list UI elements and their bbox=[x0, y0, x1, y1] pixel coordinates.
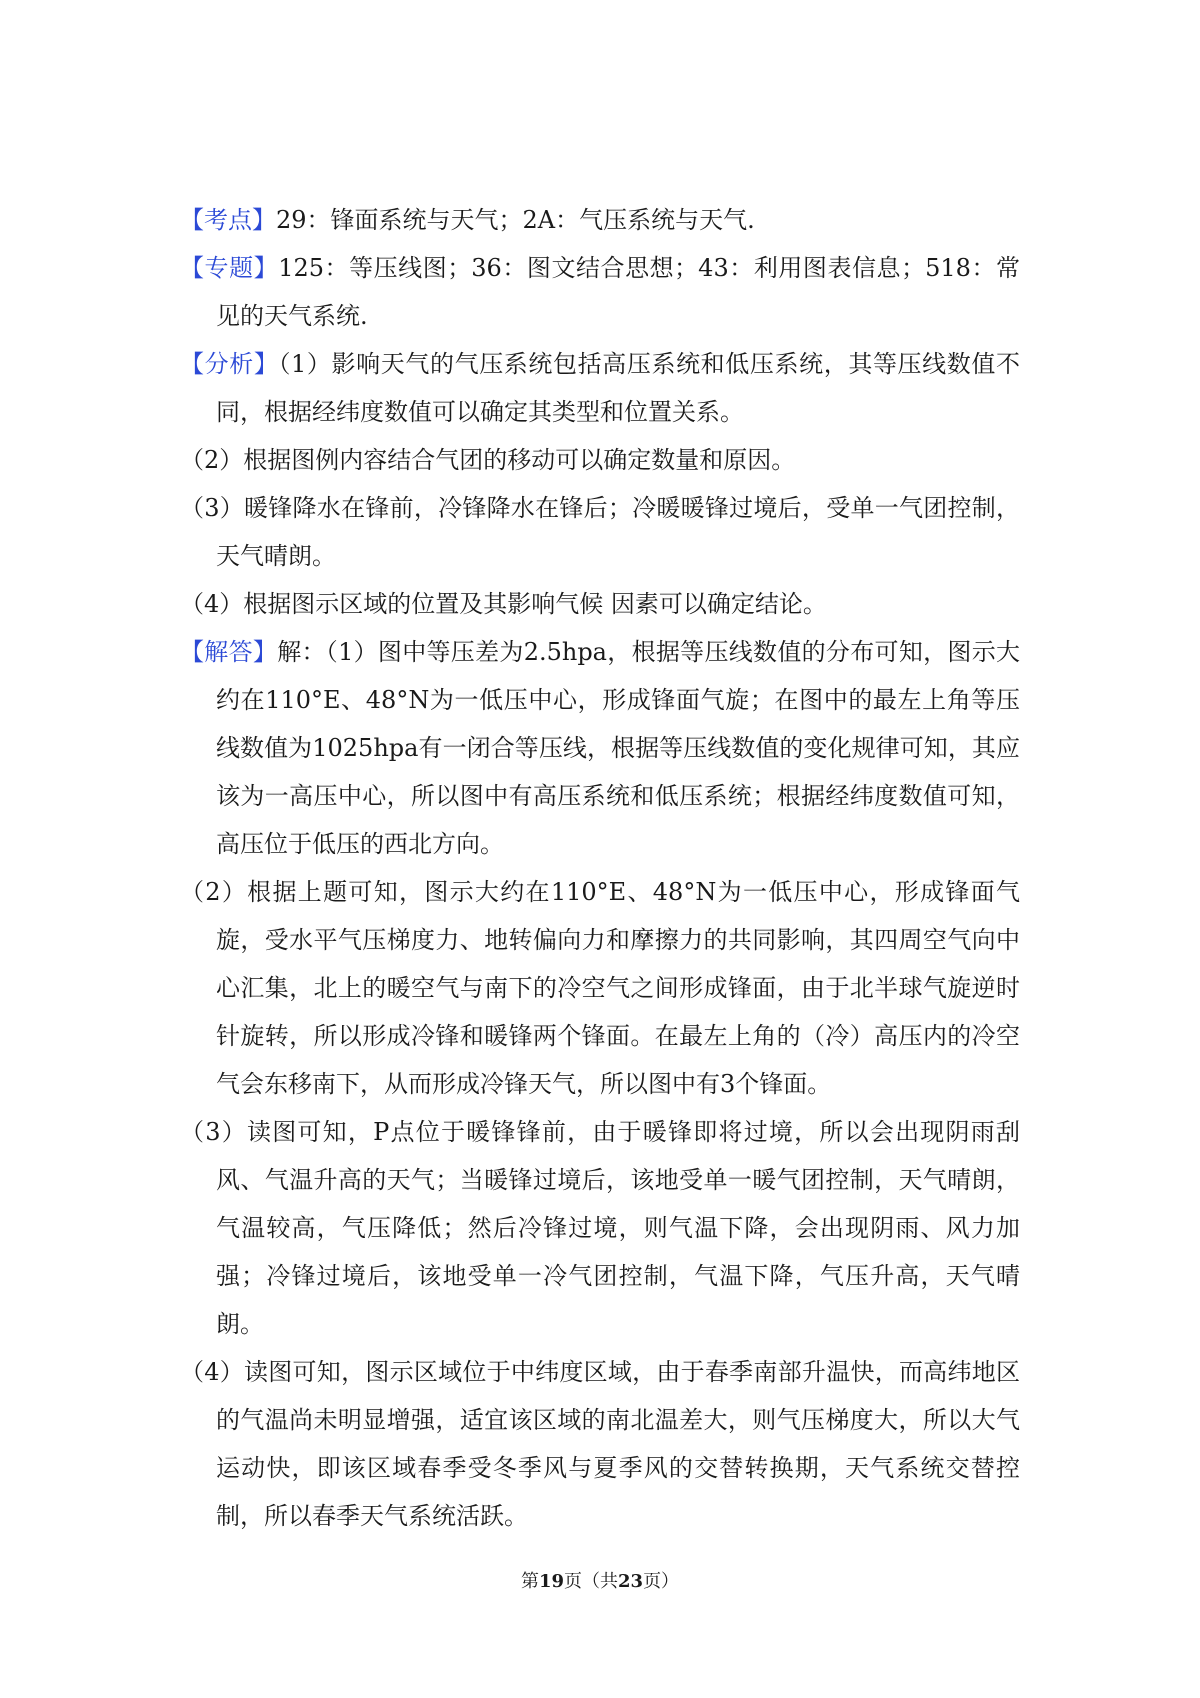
fenxi-text-4: （4）根据图示区域的位置及其影响气候 因素可以确定结论。 bbox=[180, 590, 827, 618]
footer-middle: 页（共 bbox=[564, 1571, 618, 1592]
answer-content bbox=[180, 196, 1020, 1540]
fenxi-paragraph-2 bbox=[180, 436, 1020, 484]
footer-prefix: 第 bbox=[520, 1571, 539, 1592]
fenxi-text-2: （2）根据图例内容结合气团的移动可以确定数量和原因。 bbox=[180, 446, 796, 474]
fenxi-text-3: （3）暖锋降水在锋前，冷锋降水在锋后；冷暖暖锋过境后，受单一气团控制，天气晴朗。 bbox=[180, 494, 1020, 570]
jieda-paragraph-2 bbox=[180, 868, 1020, 1108]
kaodian-text: 29：锋面系统与天气；2A：气压系统与天气. bbox=[276, 206, 755, 234]
kaodian-tag: 【考点】 bbox=[180, 206, 276, 234]
footer-total-pages: 23 bbox=[618, 1571, 644, 1592]
jieda-tag: 【解答】 bbox=[180, 638, 278, 666]
jieda-text-4: （4）读图可知，图示区域位于中纬度区域，由于春季南部升温快，而高纬地区的气温尚未明显增强，适宜该区域的南北温差大，则气压梯度大，所以大气运动快，即该区域春季受冬季风与夏季风的交替转换期，天气系统交替控制，所以春季天气系统活跃。 bbox=[180, 1358, 1020, 1530]
fenxi-paragraph-4 bbox=[180, 580, 1020, 628]
jieda-text-1: 解：（1）图中等压差为2.5hpa，根据等压线数值的分布可知，图示大约在110°E、48°N为一低压中心，形成锋面气旋；在图中的最左上角等压线数值为1025hpa有一闭合等压线，根据等压线数值的变化规律可知，其应该为一高压中心，所以图中有高压系统和低压系统；根据经纬度数值可知，高压位于低压的西北方向。 bbox=[216, 638, 1020, 858]
fenxi-tag: 【分析】 bbox=[180, 350, 279, 378]
jieda-paragraph bbox=[180, 628, 1020, 868]
jieda-paragraph-3 bbox=[180, 1108, 1020, 1348]
zhuanti-text: 125：等压线图；36：图文结合思想；43：利用图表信息；518：常见的天气系统. bbox=[216, 254, 1020, 330]
footer-page-number: 19 bbox=[538, 1571, 564, 1592]
jieda-text-2: （2）根据上题可知，图示大约在110°E、48°N为一低压中心，形成锋面气旋，受水平气压梯度力、地转偏向力和摩擦力的共同影响，其四周空气向中心汇集，北上的暖空气与南下的冷空气之间形成锋面，由于北半球气旋逆时针旋转，所以形成冷锋和暖锋两个锋面。在最左上角的（冷）高压内的冷空气会东移南下，从而形成冷锋天气，所以图中有3个锋面。 bbox=[180, 878, 1020, 1098]
fenxi-text-1: （1）影响天气的气压系统包括高压系统和低压系统，其等压线数值不同，根据经纬度数值可以确定其类型和位置关系。 bbox=[216, 350, 1020, 426]
footer-suffix: 页） bbox=[643, 1571, 680, 1592]
fenxi-paragraph bbox=[180, 340, 1020, 436]
zhuanti-paragraph bbox=[180, 244, 1020, 340]
jieda-text-3: （3）读图可知，P点位于暖锋锋前，由于暖锋即将过境，所以会出现阴雨刮风、气温升高的天气；当暖锋过境后，该地受单一暖气团控制，天气晴朗，气温较高，气压降低；然后冷锋过境，则气温下降，会出现阴雨、风力加强；冷锋过境后，该地受单一冷气团控制，气温下降，气压升高，天气晴朗。 bbox=[180, 1118, 1020, 1338]
page-footer bbox=[0, 1570, 1200, 1594]
zhuanti-tag: 【专题】 bbox=[180, 254, 279, 282]
fenxi-paragraph-3 bbox=[180, 484, 1020, 580]
kaodian-paragraph bbox=[180, 196, 1020, 244]
jieda-paragraph-4 bbox=[180, 1348, 1020, 1540]
